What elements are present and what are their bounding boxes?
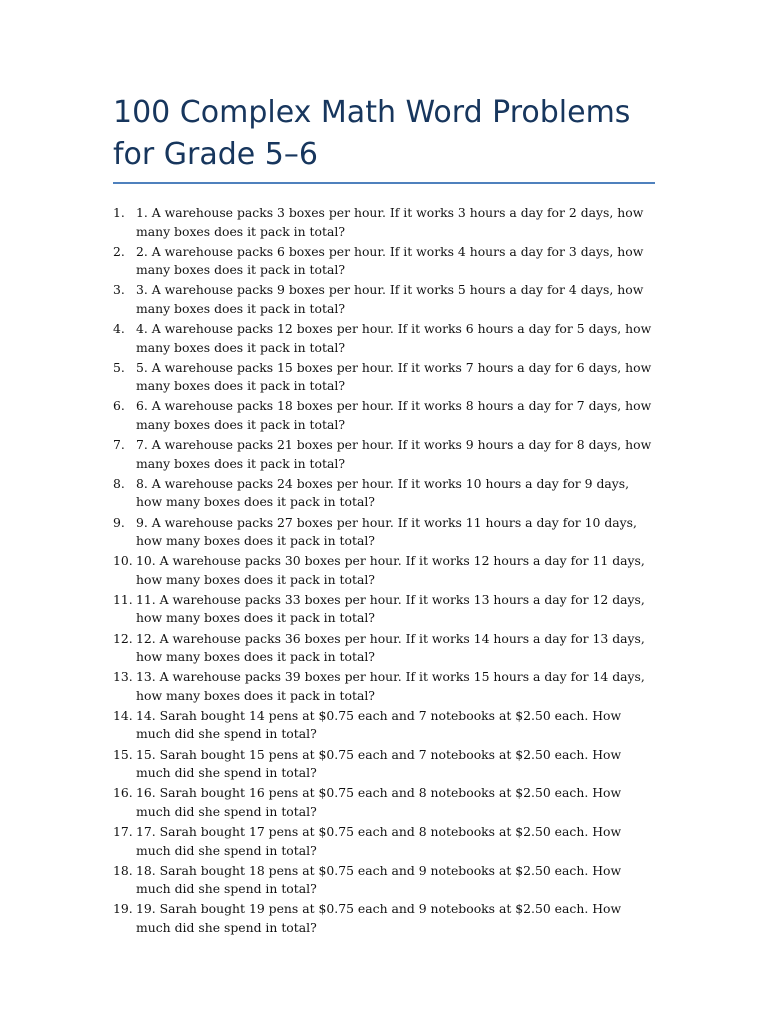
problem-list (113, 204, 655, 937)
list-item (113, 591, 655, 628)
list-item-text: 11. A warehouse packs 33 boxes per hour. If it works 13 hours a day for 12 days, how many boxes does it pack in total? (136, 591, 645, 626)
page-title: 100 Complex Math Word Problems for Grade 5–6 (113, 92, 655, 184)
list-item-text: 13. A warehouse packs 39 boxes per hour. If it works 15 hours a day for 14 days, how many boxes does it pack in total? (136, 669, 645, 703)
list-item-text: 2. A warehouse packs 6 boxes per hour. If it works 4 hours a day for 3 days, how many boxes does it pack in total? (136, 243, 644, 278)
document-page (113, 0, 655, 939)
list-item-text: 4. A warehouse packs 12 boxes per hour. If it works 6 hours a day for 5 days, how many boxes does it pack in total? (136, 321, 652, 355)
list-item-number: 6. (113, 398, 125, 414)
list-item-number: 4. (113, 321, 125, 337)
list-item-number: 15. (113, 746, 133, 762)
list-item-number: 10. (113, 553, 133, 569)
list-item-text: 5. A warehouse packs 15 boxes per hour. If it works 7 hours a day for 6 days, how many boxes does it pack in total? (136, 359, 652, 394)
list-item-number: 2. (113, 243, 125, 259)
list-item-number: 9. (113, 514, 125, 530)
list-item-text: 15. Sarah bought 15 pens at $0.75 each and 7 notebooks at $2.50 each. How much did she spend in total? (136, 746, 622, 781)
list-item-number: 19. (113, 901, 133, 917)
list-item (113, 862, 655, 899)
list-item-number: 17. (113, 824, 133, 839)
list-item-text: 18. Sarah bought 18 pens at $0.75 each and 9 notebooks at $2.50 each. How much did she spend in total? (136, 862, 622, 897)
list-item (113, 436, 655, 473)
list-item-number: 18. (113, 862, 133, 878)
list-item (113, 630, 655, 667)
list-item-number: 16. (113, 785, 133, 801)
list-item (113, 397, 655, 434)
list-item (113, 281, 655, 318)
list-item (113, 243, 655, 280)
list-item-number: 7. (113, 437, 125, 453)
list-item-text: 6. A warehouse packs 18 boxes per hour. If it works 8 hours a day for 7 days, how many boxes does it pack in total? (136, 398, 652, 432)
list-item (113, 746, 655, 783)
list-item-text: 12. A warehouse packs 36 boxes per hour. If it works 14 hours a day for 13 days, how many boxes does it pack in total? (136, 630, 645, 665)
list-item-text: 14. Sarah bought 14 pens at $0.75 each and 7 notebooks at $2.50 each. How much did she spend in total? (136, 707, 622, 742)
list-item (113, 552, 655, 589)
list-item (113, 320, 655, 357)
list-item-text: 3. A warehouse packs 9 boxes per hour. If it works 5 hours a day for 4 days, how many boxes does it pack in total? (136, 282, 644, 316)
list-item-number: 5. (113, 359, 125, 375)
list-item-text: 19. Sarah bought 19 pens at $0.75 each and 9 notebooks at $2.50 each. How much did she spend in total? (136, 901, 622, 935)
list-item (113, 784, 655, 821)
list-item-text: 17. Sarah bought 17 pens at $0.75 each and 8 notebooks at $2.50 each. How much did she spend in total? (136, 824, 622, 858)
list-item-number: 8. (113, 475, 125, 491)
list-item-text: 1. A warehouse packs 3 boxes per hour. If it works 3 hours a day for 2 days, how many boxes does it pack in total? (136, 205, 644, 239)
list-item-number: 1. (113, 205, 125, 220)
list-item-text: 16. Sarah bought 16 pens at $0.75 each and 8 notebooks at $2.50 each. How much did she spend in total? (136, 785, 622, 819)
list-item-number: 3. (113, 282, 125, 298)
list-item (113, 823, 655, 860)
list-item (113, 668, 655, 705)
list-item-number: 14. (113, 707, 133, 723)
list-item (113, 707, 655, 744)
list-item-number: 13. (113, 669, 133, 685)
list-item-text: 9. A warehouse packs 27 boxes per hour. If it works 11 hours a day for 10 days, how many boxes does it pack in total? (136, 514, 637, 548)
list-item (113, 204, 655, 241)
list-item (113, 900, 655, 937)
list-item-number: 11. (113, 591, 133, 607)
list-item (113, 514, 655, 551)
list-item-text: 10. A warehouse packs 30 boxes per hour. If it works 12 hours a day for 11 days, how many boxes does it pack in total? (136, 553, 645, 587)
list-item-number: 12. (113, 630, 133, 646)
list-item-text: 8. A warehouse packs 24 boxes per hour. If it works 10 hours a day for 9 days, how many boxes does it pack in total? (136, 475, 630, 510)
list-item (113, 359, 655, 396)
list-item (113, 475, 655, 512)
list-item-text: 7. A warehouse packs 21 boxes per hour. If it works 9 hours a day for 8 days, how many boxes does it pack in total? (136, 437, 652, 471)
